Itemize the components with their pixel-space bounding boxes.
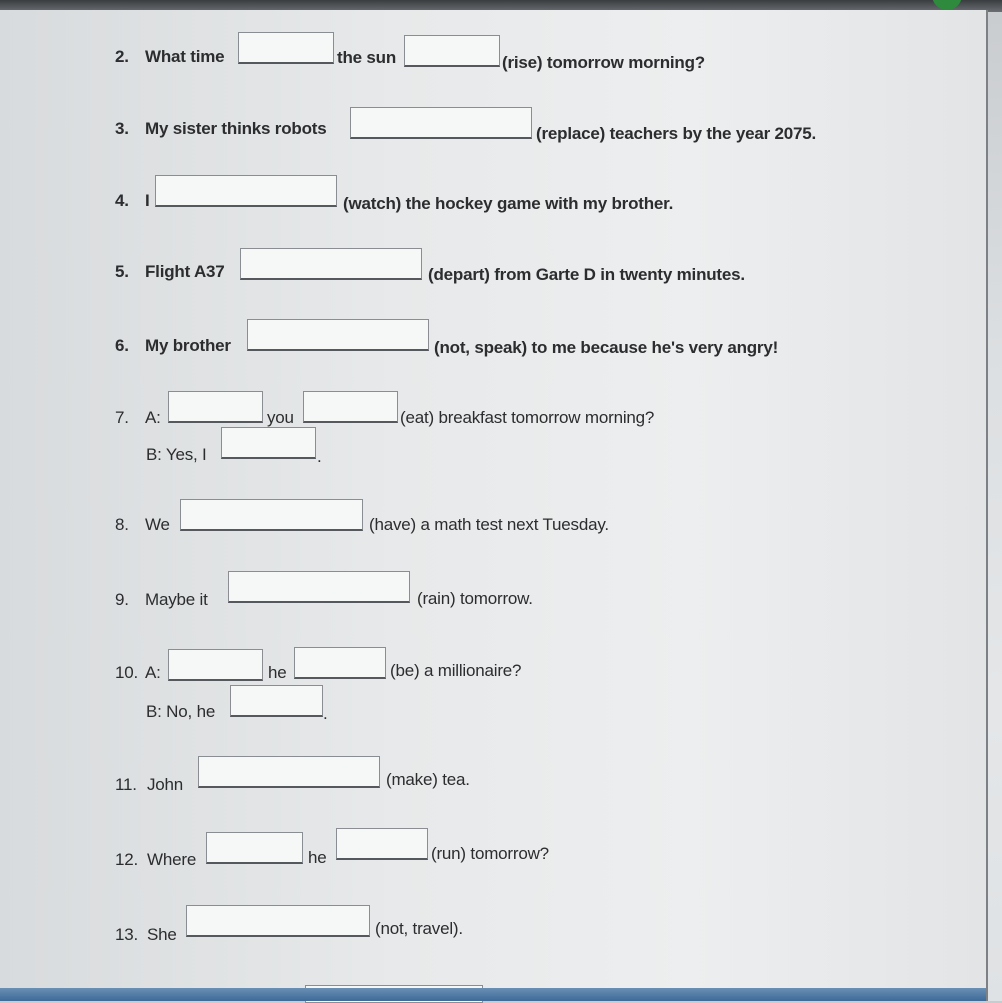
q10-text-2: he [268, 663, 287, 682]
q4-text-1: I [145, 191, 150, 210]
q11-text-2: (make) tea. [386, 770, 470, 789]
q6-answer-1[interactable] [247, 319, 429, 351]
q9-number: 9. [115, 590, 129, 609]
q2-answer-1[interactable] [238, 32, 334, 64]
q8-number: 8. [115, 515, 129, 534]
q12-number: 12. [115, 850, 139, 869]
q12-text-3: (run) tomorrow? [431, 844, 549, 863]
q6-number: 6. [115, 336, 129, 355]
q12-answer-1[interactable] [206, 832, 303, 864]
q3-text-2: (replace) teachers by the year 2075. [536, 124, 817, 143]
q8-answer-1[interactable] [180, 499, 363, 531]
q7-text-1: A: [145, 408, 161, 427]
q12-answer-2[interactable] [336, 828, 428, 860]
q6-text-2: (not, speak) to me because he's very angry! [434, 338, 779, 357]
q9-text-1: Maybe it [145, 590, 208, 609]
q8-text-1: We [145, 515, 170, 534]
q7-number: 7. [115, 408, 129, 427]
q13-answer-1[interactable] [186, 905, 370, 937]
q13-text-1: She [147, 925, 177, 944]
q5-number: 5. [115, 262, 129, 281]
q7-answer-2[interactable] [303, 391, 398, 423]
corner-indicator [932, 0, 962, 10]
q9-text-2: (rain) tomorrow. [417, 589, 533, 608]
q11-text-1: John [147, 775, 184, 794]
q3-text-1: My sister thinks robots [145, 119, 327, 138]
q6-text-1: My brother [145, 336, 231, 355]
q7-b-text: B: Yes, I [146, 445, 207, 464]
q12-text-2: he [308, 848, 327, 867]
q2-answer-2[interactable] [404, 35, 500, 67]
q5-answer-1[interactable] [240, 248, 422, 280]
q4-text-2: (watch) the hockey game with my brother. [343, 194, 674, 213]
q2-text-2: the sun [337, 48, 397, 67]
q7-text-3: (eat) breakfast tomorrow morning? [400, 408, 655, 427]
q10-number: 10. [115, 663, 139, 682]
q7-b-end: . [317, 447, 322, 466]
worksheet [0, 10, 988, 1001]
q2-number: 2. [115, 47, 129, 66]
q10-text-1: A: [145, 663, 161, 682]
q5-text-2: (depart) from Garte D in twenty minutes. [428, 265, 745, 284]
q3-number: 3. [115, 119, 129, 138]
q10-answer-1[interactable] [168, 649, 263, 681]
q3-answer-1[interactable] [350, 107, 532, 139]
q11-answer-1[interactable] [198, 756, 380, 788]
q7-b-answer[interactable] [221, 427, 316, 459]
q13-number: 13. [115, 925, 139, 944]
q8-text-2: (have) a math test next Tuesday. [369, 515, 609, 534]
bottom-bezel [0, 988, 986, 1001]
q13-text-2: (not, travel). [375, 919, 463, 938]
q10-b-text: B: No, he [146, 702, 216, 721]
q2-text-3: (rise) tomorrow morning? [502, 53, 705, 72]
q10-b-answer[interactable] [230, 685, 323, 717]
q2-text-1: What time [145, 47, 225, 66]
q7-text-2: you [267, 408, 294, 427]
q9-answer-1[interactable] [228, 571, 410, 603]
q4-number: 4. [115, 191, 129, 210]
q10-answer-2[interactable] [294, 647, 386, 679]
q11-number: 11. [115, 775, 137, 794]
q4-answer-1[interactable] [155, 175, 337, 207]
q12-text-1: Where [147, 850, 197, 869]
q7-answer-1[interactable] [168, 391, 263, 423]
q5-text-1: Flight A37 [145, 262, 225, 281]
q10-text-3: (be) a millionaire? [390, 661, 522, 680]
q10-b-end: . [323, 704, 328, 723]
